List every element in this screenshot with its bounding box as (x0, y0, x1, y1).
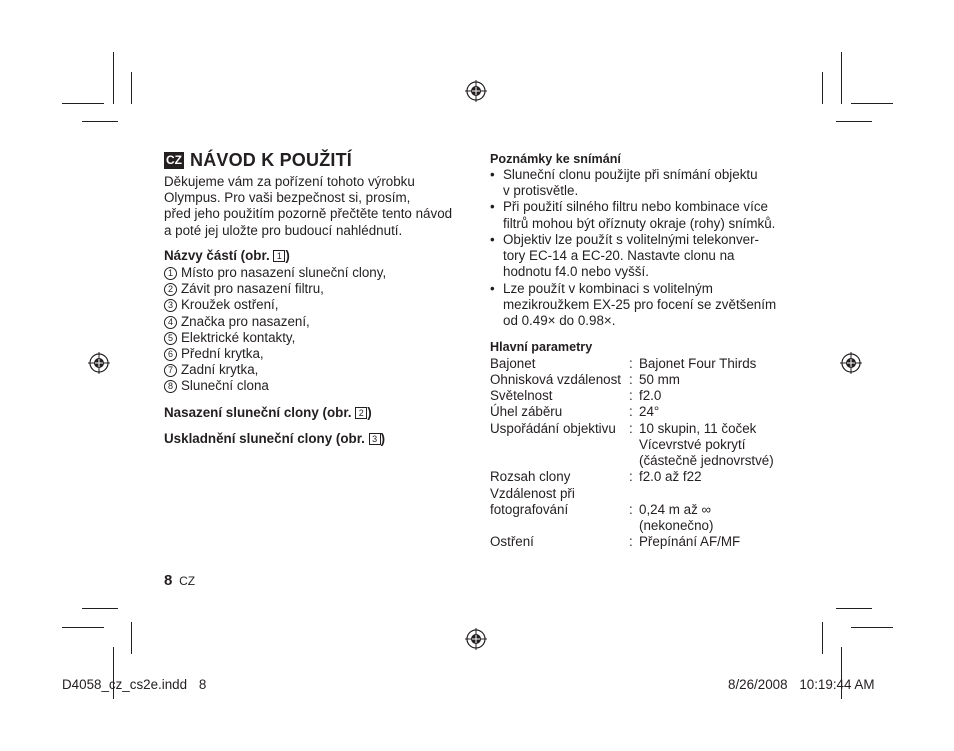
list-item: hodnotu f4.0 nebo vyšší. (503, 264, 649, 279)
list-item: tory EC-14 a EC-20. Nastavte clonu na (503, 248, 735, 263)
table-cell-label: fotografování (490, 502, 569, 517)
crop-mark (822, 622, 823, 654)
crop-mark (131, 72, 132, 104)
list-item: Lze použít v kombinaci s volitelným (503, 281, 713, 296)
list-item: filtrů mohou být oříznuty okraje (rohy) snímků. (503, 216, 776, 231)
crop-mark (841, 52, 842, 104)
table-cell-value: f2.0 (639, 388, 662, 403)
crop-mark (131, 622, 132, 654)
registration-mark-icon (465, 80, 487, 102)
list-item (490, 199, 495, 215)
crop-mark (836, 608, 872, 609)
number-circle-icon: 4 (164, 316, 177, 329)
crop-mark (82, 608, 118, 609)
list-item: 1 Místo pro nasazení sluneční clony, (164, 265, 386, 281)
intro-line: před jeho použitím pozorně přečtěte tento návod (164, 206, 453, 222)
table-cell-value: 24° (639, 404, 660, 419)
attach-heading: Nasazení sluneční clony (obr. 2 ) (164, 405, 372, 420)
table-cell-value: 0,24 m až ∞ (639, 502, 712, 517)
table-cell-value: 10 skupin, 11 čoček (639, 421, 757, 436)
crop-mark (851, 627, 893, 628)
list-item: od 0.49× do 0.98×. (503, 313, 616, 328)
table-cell-value: Bajonet Four Thirds (639, 356, 757, 371)
crop-mark (62, 627, 104, 628)
crop-mark (62, 103, 104, 104)
page-number-value: 8 (164, 572, 173, 589)
registration-mark-icon (465, 628, 487, 650)
crop-mark (836, 121, 872, 122)
parts-heading-text: Názvy částí (obr. (164, 248, 270, 263)
list-item: Objektiv lze použít s volitelnými telekonver- (503, 232, 760, 247)
list-item (490, 281, 495, 297)
table-cell-value: Přepínání AF/MF (639, 534, 741, 549)
number-circle-icon: 6 (164, 348, 177, 361)
table-cell-label: Úhel záběru (490, 404, 563, 419)
footer-time: 10:19:44 AM (799, 677, 875, 692)
table-cell-label: Ohnisková vzdálenost (490, 372, 622, 387)
parts-list (164, 265, 386, 395)
crop-mark (82, 121, 118, 122)
list-item: 7 Zadní krytka, (164, 362, 386, 378)
list-item: 5 Elektrické kontakty, (164, 330, 386, 346)
bullet-icon: • (490, 199, 495, 214)
intro-paragraph (164, 174, 452, 239)
registration-mark-icon (88, 352, 110, 374)
table-cell-label: Ostření (490, 534, 534, 549)
table-cell-value: (nekonečno) (639, 518, 714, 533)
list-item: 4 Značka pro nasazení, (164, 314, 386, 330)
number-circle-icon: 8 (164, 380, 177, 393)
list-item: 3 Kroužek ostření, (164, 297, 386, 313)
figure-ref-icon: 2 (355, 407, 367, 419)
footer-timestamp (728, 677, 875, 692)
list-item: Sluneční clonu použijte při snímání objektu (503, 167, 758, 182)
table-cell-value: f2.0 až f22 (639, 469, 702, 484)
list-item (490, 232, 495, 248)
table-cell-colon: : (629, 372, 633, 387)
table-cell-label: Bajonet (490, 356, 536, 371)
table-cell-label: Světelnost (490, 388, 553, 403)
crop-mark (113, 52, 114, 104)
list-item: 8 Sluneční clona (164, 378, 386, 394)
table-cell-value: Vícevrstvé pokrytí (639, 437, 746, 452)
bullet-icon: • (490, 167, 495, 182)
number-circle-icon: 3 (164, 299, 177, 312)
number-circle-icon: 7 (164, 364, 177, 377)
list-item: 6 Přední krytka, (164, 346, 386, 362)
page-language: CZ (179, 574, 196, 588)
page-number (164, 573, 195, 589)
list-item: 2 Závit pro nasazení filtru, (164, 281, 386, 297)
list-item: v protisvětle. (503, 183, 579, 198)
intro-line: Olympus. Pro vaši bezpečnost si, prosím, (164, 190, 411, 206)
figure-ref-icon: 3 (369, 433, 381, 445)
list-item: mezikroužkem EX-25 pro focení se zvětšením (503, 297, 777, 312)
language-badge: CZ (166, 153, 182, 167)
table-cell-label: Uspořádání objektivu (490, 421, 616, 436)
intro-line: a poté jej uložte pro budoucí nahlédnutí. (164, 222, 403, 238)
number-circle-icon: 2 (164, 283, 177, 296)
crop-mark (822, 72, 823, 104)
registration-mark-icon (840, 352, 862, 374)
page-title (164, 150, 352, 171)
table-cell-value: 50 mm (639, 372, 680, 387)
table-cell-value: (částečně jednovrstvé) (639, 453, 774, 468)
table-cell-colon: : (629, 469, 633, 484)
params-heading: Hlavní parametry (490, 340, 593, 354)
number-circle-icon: 5 (164, 332, 177, 345)
table-cell-label: Rozsah clony (490, 469, 571, 484)
storage-heading: Uskladnění sluneční clony (obr. 3 ) (164, 431, 386, 446)
table-cell-label: Vzdálenost při (490, 486, 575, 501)
title-text: NÁVOD K POUŽITÍ (190, 150, 353, 170)
footer-date: 8/26/2008 (728, 677, 788, 692)
table-cell-colon: : (629, 534, 633, 549)
table-cell-colon: : (629, 404, 633, 419)
list-item (490, 167, 495, 183)
footer-filename (62, 677, 206, 692)
number-circle-icon: 1 (164, 267, 177, 280)
intro-line: Děkujeme vám za pořízení tohoto výrobku (164, 174, 415, 189)
crop-mark (851, 103, 893, 104)
notes-heading: Poznámky ke snímání (490, 152, 621, 166)
table-cell-colon: : (629, 388, 633, 403)
footer-file: D4058_cz_cs2e.indd (62, 677, 188, 692)
table-cell-colon: : (629, 356, 633, 371)
table-cell-colon: : (629, 421, 633, 436)
footer-page: 8 (198, 677, 207, 692)
figure-ref-icon: 1 (273, 250, 285, 262)
parts-heading: Názvy částí (obr. 1 ) (164, 248, 290, 263)
table-cell-colon: : (629, 502, 633, 517)
list-item: Při použití silného filtru nebo kombinace více (503, 199, 768, 214)
bullet-icon: • (490, 281, 495, 296)
bullet-icon: • (490, 232, 495, 247)
